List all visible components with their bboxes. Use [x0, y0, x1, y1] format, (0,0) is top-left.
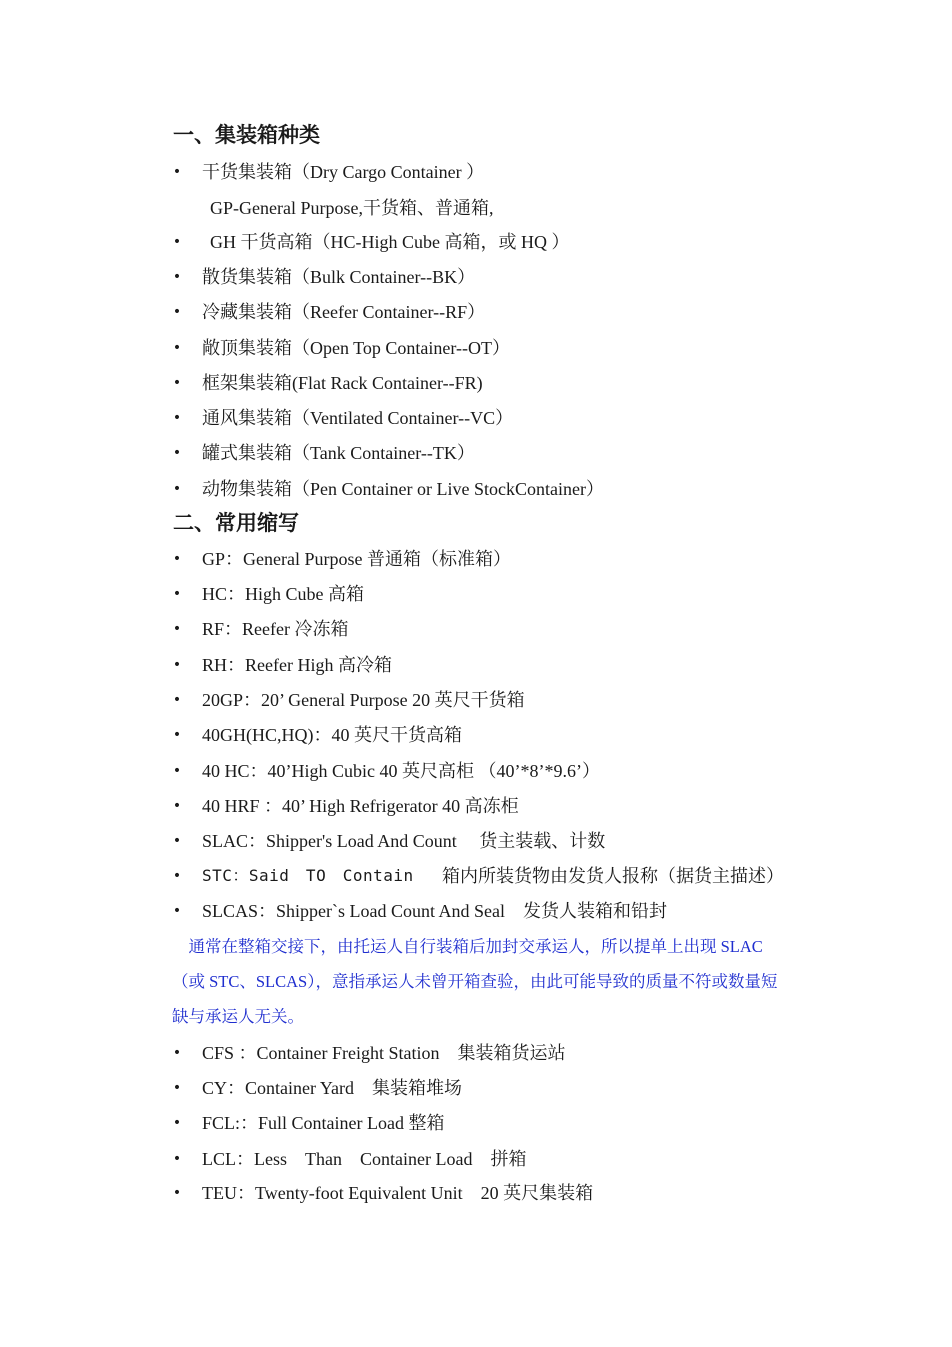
bullet: • — [172, 269, 182, 285]
bullet: • — [172, 727, 182, 743]
bullet: • — [172, 903, 182, 919]
section-1-heading: 一、集装箱种类 — [173, 123, 320, 147]
bullet: • — [172, 375, 182, 391]
bullet: • — [172, 1115, 182, 1131]
bullet: • — [172, 304, 182, 320]
bullet: • — [172, 586, 182, 602]
bullet: • — [172, 763, 182, 779]
bullet: • — [172, 410, 182, 426]
bullet: • — [172, 481, 182, 497]
bullet: • — [172, 340, 182, 356]
bullet: • — [172, 1045, 182, 1061]
bullet: • — [172, 234, 182, 250]
bullet: • — [172, 1185, 182, 1201]
document-page: 一、集装箱种类 • 干货集装箱（Dry Cargo Container ） GP-General Purpose,干货箱、普通箱, • GH 干货高箱（HC-High Cube 高箱，或 HQ ） • 散货集装箱（Bulk Container--BK） • 冷藏集装箱（Reefer Container--RF） • 敞顶集装箱（Open Top Container--OT） • 框架集装箱(Flat Rack Container--FR) • 通风集装箱（Ventilated Container--VC） • 罐式集装箱（Tank Container--TK） • 动物集装箱（Pen Container or Live StockContainer） 二、常用缩写 • GP：General Purpose 普通箱（标准箱） • HC：High Cube 高箱 • RF：Reefer 冷冻箱 • RH：Reefer High 高冷箱 • 20GP：20’ General Purpose 20 英尺干货箱 • 40GH(HC,HQ)：40 英尺干货高箱 • 40 HC：40’High Cubic 40 英尺高柜 （40’*8’*9.6’） • 40 HRF ：40’ High Refrigerator 40 高冻柜 • SLAC：Shipper's Load And Count 货主装载、计数 • STC：Said TO Contain 箱内所装货物由发货人报称（据货主描述） • SLCAS：Shipper`s Load Count And Seal 发货人装箱和铅封 通常在整箱交接下，由托运人自行装箱后加封交承运人，所以提单上出现 SLAC （或 STC、SLCAS），意指承运人未曾开箱查验，由此可能导致的质量不符或数量短 缺与承运人无关。 • CFS ：Container Freight Station 集装箱货运站 • CY：Container Yard 集装箱堆场 • FCL:：Full Container Load 整箱 • LCL：Less Than Container Load 拼箱 • TEU：Twenty-foot Equivalent Unit 20 英尺集装箱 — [0, 0, 952, 1347]
note-line: （或 STC、SLCAS），意指承运人未曾开箱查验，由此可能导致的质量不符或数量短 — [172, 972, 778, 991]
bullet: • — [172, 551, 182, 567]
bullet: • — [172, 1080, 182, 1096]
bullet: • — [172, 1151, 182, 1167]
note-line: 通常在整箱交接下，由托运人自行装箱后加封交承运人，所以提单上出现 SLAC — [172, 937, 763, 956]
bullet: • — [172, 657, 182, 673]
bullet: • — [172, 833, 182, 849]
bullet: • — [172, 868, 182, 884]
section-2-heading: 二、常用缩写 — [173, 511, 299, 535]
note-line: 缺与承运人无关。 — [172, 1007, 304, 1026]
bullet: • — [172, 445, 182, 461]
bullet: • — [172, 798, 182, 814]
bullet: • — [172, 164, 182, 180]
bullet: • — [172, 692, 182, 708]
sub-line: GP-General Purpose,干货箱、普通箱, — [210, 198, 494, 218]
stc-description: 箱内所装货物由发货人报称（据货主描述） — [442, 866, 784, 886]
bullet: • — [172, 621, 182, 637]
